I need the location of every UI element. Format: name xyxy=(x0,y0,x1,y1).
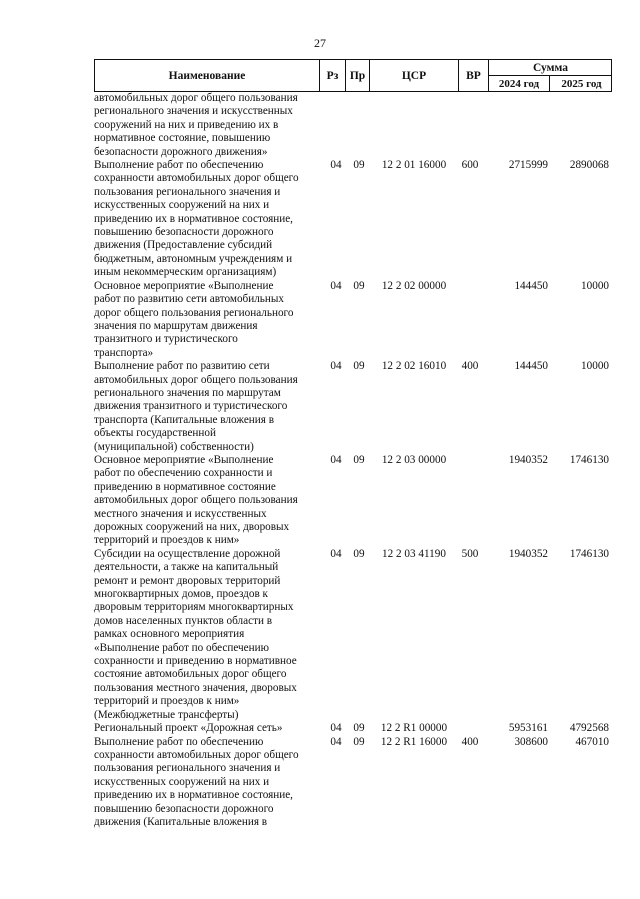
row-rz: 04 xyxy=(330,547,342,560)
row-sum-2025: 1746130 xyxy=(569,547,609,560)
row-rz: 04 xyxy=(330,453,342,466)
header-sum-group xyxy=(488,60,612,91)
table-row xyxy=(94,736,612,830)
row-rz: 04 xyxy=(330,360,342,373)
table-row xyxy=(94,159,612,280)
row-name: Выполнение работ по обеспечению сохранности автомобильных дорог общего пользования регионального значения и искусственных сооружений на них и приведению их в нормативное состояние, повышению безопасности дорожного движения (Капитальные вложения в xyxy=(94,735,299,828)
table-body xyxy=(94,92,612,829)
row-vr: 400 xyxy=(461,735,479,748)
table-row xyxy=(94,722,612,735)
row-pr: 09 xyxy=(353,547,365,560)
row-csr: 12 2 02 00000 xyxy=(381,279,447,292)
row-csr: 12 2 03 00000 xyxy=(381,453,447,466)
header-pr: Пр xyxy=(345,60,369,91)
row-sum-2025: 10000 xyxy=(581,279,609,292)
row-csr: 12 2 R1 00000 xyxy=(380,722,448,735)
row-csr: 12 2 02 16010 xyxy=(381,360,447,373)
row-vr: 400 xyxy=(461,360,479,373)
row-pr: 09 xyxy=(353,453,365,466)
row-pr: 09 xyxy=(353,159,365,172)
row-csr: 12 2 01 16000 xyxy=(381,159,447,172)
header-rz: Рз xyxy=(319,60,345,91)
row-sum-2025: 1746130 xyxy=(569,453,609,466)
row-pr: 09 xyxy=(353,279,365,292)
row-rz: 04 xyxy=(330,159,342,172)
table-row xyxy=(94,548,612,722)
row-sum-2024: 1940352 xyxy=(508,453,548,466)
row-sum-2024: 144450 xyxy=(514,360,548,373)
row-pr: 09 xyxy=(353,360,365,373)
row-sum-2025: 2890068 xyxy=(569,159,609,172)
header-sum: Сумма xyxy=(489,60,612,76)
table-header xyxy=(94,59,612,92)
row-pr: 09 xyxy=(353,722,365,735)
table-row xyxy=(94,454,612,548)
row-name: Основное мероприятие «Выполнение работ по развитию сети автомобильных дорог общего пользования регионального значения по маршрутам движения транзитного и туристического транспорта» xyxy=(94,279,294,359)
row-name: Выполнение работ по обеспечению сохранности автомобильных дорог общего пользования регионального значения и искусственных сооружений на них и приведению их в нормативное состояние, повышению безопасности дорожного движения (Предоставление субсидий бюджетным, автономным учреждениям и иным некоммерческим организациям) xyxy=(94,159,299,279)
row-vr: 600 xyxy=(461,159,479,172)
table-row xyxy=(94,280,612,360)
row-rz: 04 xyxy=(330,279,342,292)
header-year-2025: 2025 год xyxy=(561,77,602,90)
row-csr: 12 2 R1 16000 xyxy=(380,735,448,748)
row-sum-2024: 1940352 xyxy=(508,547,548,560)
row-sum-2024: 5953161 xyxy=(508,722,548,735)
page-number: 27 xyxy=(314,36,326,50)
header-csr: ЦСР xyxy=(369,60,458,91)
row-sum-2025: 10000 xyxy=(581,360,609,373)
row-name: Основное мероприятие «Выполнение работ по обеспечению сохранности и приведению в нормативное состояние автомобильных дорог общего пользования местного значения и искусственных дорожных сооружений на них, дворовых территорий и проездов к ним» xyxy=(94,453,298,547)
row-sum-2025: 467010 xyxy=(575,735,609,748)
table-row xyxy=(94,92,612,159)
row-csr: 12 2 03 41190 xyxy=(382,547,446,560)
row-name: Субсидии на осуществление дорожной деятельности, а также на капитальный ремонт и ремонт дворовых территорий многоквартирных домов, проездов к дворовым территориям многоквартирных домов населенных пунктов области в рамках основного мероприятия «Выполнение работ по обеспечению сохранности и приведению в нормативное состояние автомобильных дорог общего пользования местного значения, дворовых территорий и проездов к ним» (Межбюджетные трансферты) xyxy=(94,547,297,721)
header-vr: ВР xyxy=(458,60,488,91)
header-name: Наименование xyxy=(168,69,246,82)
row-rz: 04 xyxy=(330,735,342,748)
row-sum-2024: 308600 xyxy=(514,735,548,748)
row-sum-2025: 4792568 xyxy=(569,722,609,735)
table-row xyxy=(94,360,612,454)
row-vr: 500 xyxy=(461,547,479,560)
row-sum-2024: 144450 xyxy=(514,279,548,292)
row-name: Региональный проект «Дорожная сеть» xyxy=(94,722,283,735)
row-pr: 09 xyxy=(353,735,365,748)
row-name: автомобильных дорог общего пользования регионального значения и искусственных сооружений на них и приведению их в нормативное состояние, повышению безопасности дорожного движения» xyxy=(94,92,298,158)
row-name: Выполнение работ по развитию сети автомобильных дорог общего пользования регионального значения по маршрутам движения транзитного и туристического транспорта (Капитальные вложения в объекты государственной (муниципальной) собственности) xyxy=(94,360,298,453)
row-sum-2024: 2715999 xyxy=(508,159,548,172)
row-rz: 04 xyxy=(330,722,342,735)
header-year-2024: 2024 год xyxy=(489,76,550,91)
